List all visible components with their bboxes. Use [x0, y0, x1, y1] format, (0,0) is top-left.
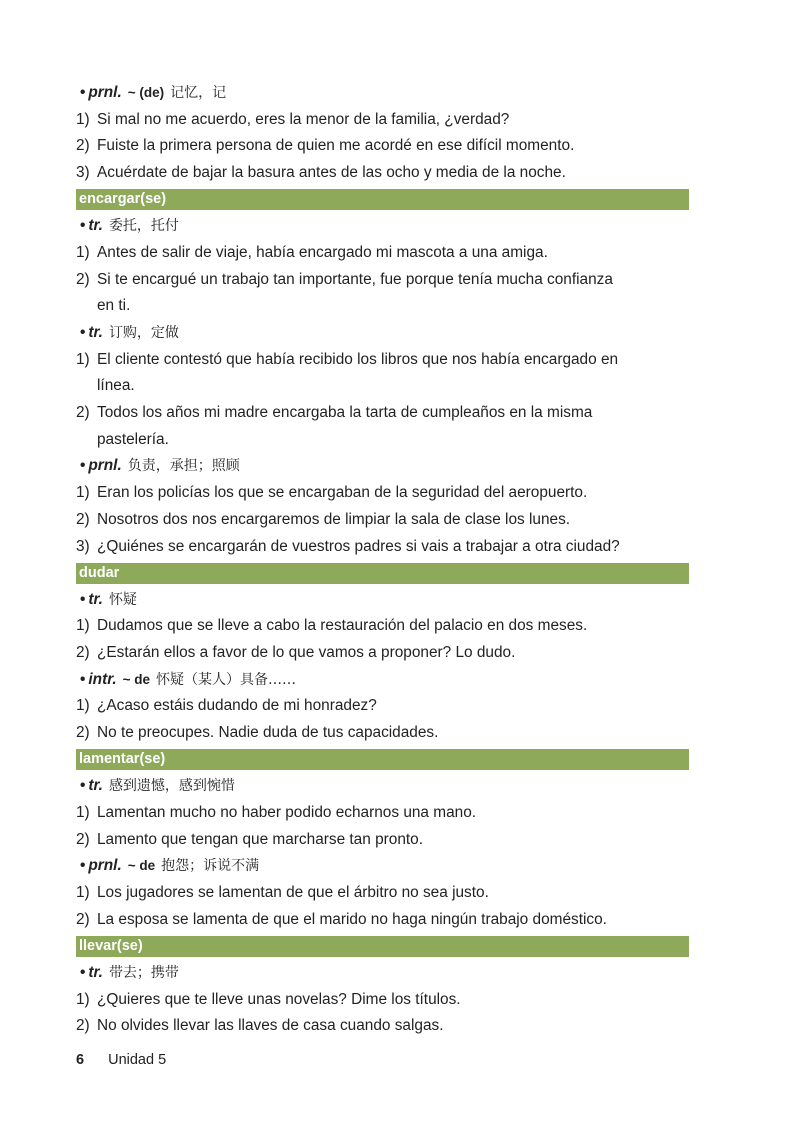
dictionary-entries	[76, 80, 689, 1040]
example-number: 2)	[76, 510, 90, 528]
bullet-icon: •	[80, 777, 86, 795]
example-continuation: línea.	[97, 377, 135, 395]
sense-meaning: 抱怨；诉说不满	[161, 858, 260, 875]
example-number: 2)	[76, 404, 90, 422]
sense-line	[76, 667, 689, 694]
sense-line	[76, 213, 689, 240]
example-text: El cliente contestó que había recibido los libros que nos había encargado en	[97, 350, 619, 368]
example-sentence	[76, 987, 689, 1014]
example-text: ¿Acaso estáis dudando de mi honradez?	[97, 697, 377, 715]
sense-meaning: 委托，托付	[108, 218, 179, 235]
example-number: 2)	[76, 724, 90, 742]
part-of-speech: prnl.	[88, 84, 122, 101]
sense-line	[76, 453, 689, 480]
example-number: 3)	[76, 537, 90, 555]
example-sentence	[76, 480, 689, 507]
example-number: 1)	[76, 990, 90, 1008]
part-of-speech: intr.	[88, 670, 117, 688]
example-sentence	[76, 907, 689, 934]
example-number: 1)	[76, 484, 90, 502]
sense-meaning: 带去；携带	[108, 964, 179, 981]
example-text: Eran los policías los que se encargaban de la seguridad del aeropuerto.	[97, 484, 588, 502]
example-number: 2)	[76, 830, 90, 848]
example-sentence	[76, 534, 689, 561]
example-sentence	[76, 1013, 689, 1040]
example-sentence	[76, 507, 689, 534]
example-number: 1)	[76, 243, 90, 261]
example-text: Antes de salir de viaje, había encargado mi mascota a una amiga.	[97, 243, 548, 261]
example-text: Acuérdate de bajar la basura antes de las ocho y media de la noche.	[97, 164, 566, 182]
page-footer	[76, 1052, 166, 1068]
bullet-icon: •	[80, 963, 86, 981]
example-number: 2)	[76, 270, 90, 288]
part-of-speech: tr.	[88, 324, 103, 341]
sense-meaning: 怀疑（某人）具备……	[156, 671, 296, 688]
part-of-speech: prnl.	[88, 857, 122, 875]
example-sentence	[76, 347, 689, 374]
sense-line	[76, 80, 689, 107]
example-text: Nosotros dos nos encargaremos de limpiar la sala de clase los lunes.	[97, 510, 571, 528]
example-text: Dudamos que se lleve a cabo la restauración del palacio en dos meses.	[97, 617, 588, 635]
example-number: 2)	[76, 644, 90, 662]
sense-line	[76, 587, 689, 614]
bullet-icon: •	[80, 217, 86, 235]
part-of-speech: tr.	[88, 590, 103, 608]
entry-headword: dudar	[76, 563, 689, 584]
example-sentence	[76, 400, 689, 427]
entry-headword: lamentar(se)	[76, 749, 689, 770]
sense-line	[76, 853, 689, 880]
sense-meaning: 感到遗憾，感到惋惜	[108, 778, 235, 795]
example-text: No te preocupes. Nadie duda de tus capacidades.	[97, 724, 439, 742]
example-text: ¿Quieres que te lleve unas novelas? Dime los títulos.	[97, 990, 461, 1008]
example-text: Fuiste la primera persona de quien me acordé en ese difícil momento.	[97, 137, 575, 155]
example-text: ¿Quiénes se encargarán de vuestros padres si vais a trabajar a otra ciudad?	[97, 537, 620, 555]
sense-meaning: 怀疑	[108, 591, 137, 608]
example-continuation: en ti.	[97, 297, 131, 315]
bullet-icon: •	[80, 590, 86, 608]
bullet-icon: •	[80, 857, 86, 875]
example-number: 1)	[76, 804, 90, 821]
part-of-speech: tr.	[88, 963, 103, 981]
example-sentence	[76, 640, 689, 667]
usage-pattern: ~ de	[127, 858, 156, 874]
usage-pattern: ~ (de)	[127, 85, 165, 100]
sense-meaning: 订购，定做	[108, 325, 179, 341]
example-text: Los jugadores se lamentan de que el árbitro no sea justo.	[97, 884, 489, 902]
example-sentence	[76, 267, 689, 294]
usage-pattern: ~ de	[122, 671, 150, 687]
example-number: 1)	[76, 110, 90, 128]
sense-line	[76, 320, 689, 347]
example-text: Si te encargué un trabajo tan importante, fue porque tenía mucha confianza	[97, 270, 613, 288]
sense-line	[76, 960, 689, 987]
example-number: 1)	[76, 617, 90, 635]
bullet-icon: •	[80, 670, 86, 688]
example-number: 2)	[76, 910, 90, 928]
example-text: La esposa se lamenta de que el marido no haga ningún trabajo doméstico.	[97, 910, 607, 928]
sense-meaning: 负责，承担；照顾	[127, 458, 240, 475]
bullet-icon: •	[80, 324, 86, 341]
bullet-icon: •	[80, 457, 86, 475]
part-of-speech: tr.	[88, 777, 103, 795]
example-number: 2)	[76, 137, 90, 155]
entry-headword: llevar(se)	[76, 936, 689, 957]
sense-line	[76, 773, 689, 800]
example-number: 1)	[76, 884, 90, 902]
example-number: 3)	[76, 164, 90, 182]
example-text: ¿Estarán ellos a favor de lo que vamos a proponer? Lo dudo.	[97, 644, 516, 662]
page-number: 6	[76, 1052, 85, 1068]
example-sentence	[76, 827, 689, 854]
example-sentence	[76, 133, 689, 160]
example-sentence	[76, 107, 689, 134]
example-number: 2)	[76, 1017, 90, 1035]
example-sentence	[76, 613, 689, 640]
example-text: No olvides llevar las llaves de casa cuando salgas.	[97, 1017, 444, 1035]
part-of-speech: tr.	[88, 217, 103, 235]
example-number: 1)	[76, 350, 90, 368]
unit-label: Unidad 5	[108, 1052, 167, 1068]
example-sentence	[76, 160, 689, 187]
example-text: Lamentan mucho no haber podido echarnos una mano.	[97, 804, 477, 821]
example-number: 1)	[76, 697, 90, 715]
example-continuation: pastelería.	[97, 430, 169, 448]
example-sentence	[76, 800, 689, 827]
entry-headword: encargar(se)	[76, 189, 689, 210]
example-sentence	[76, 693, 689, 720]
example-sentence	[76, 880, 689, 907]
part-of-speech: prnl.	[88, 457, 122, 475]
sense-meaning: 记忆，记	[170, 85, 227, 101]
example-sentence	[76, 720, 689, 747]
example-sentence	[76, 240, 689, 267]
bullet-icon: •	[80, 84, 86, 101]
example-text: Lamento que tengan que marcharse tan pronto.	[97, 830, 423, 848]
example-text: Si mal no me acuerdo, eres la menor de la familia, ¿verdad?	[97, 110, 510, 128]
example-text: Todos los años mi madre encargaba la tarta de cumpleaños en la misma	[97, 404, 593, 422]
